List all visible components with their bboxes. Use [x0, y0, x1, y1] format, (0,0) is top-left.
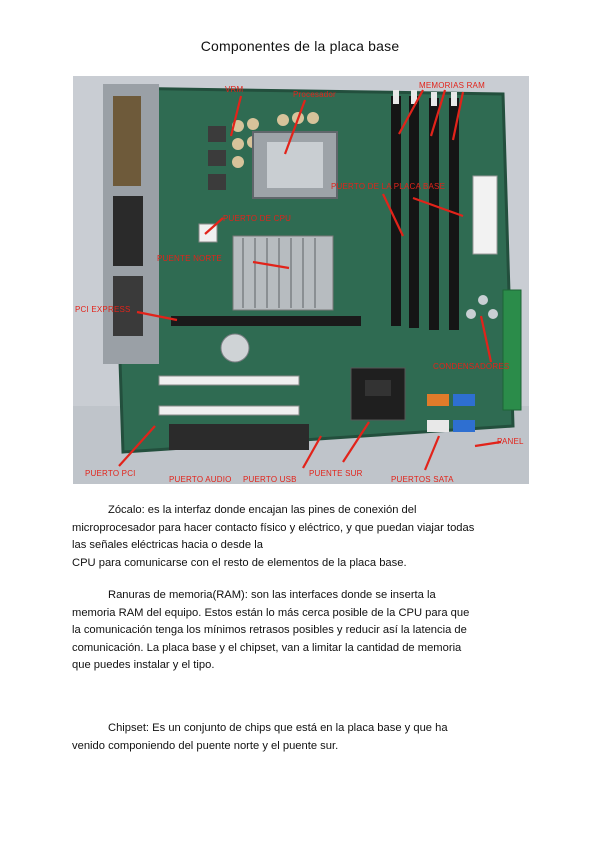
label-puertos-sata: PUERTOS SATA: [391, 475, 454, 484]
paragraph-line: Ranuras de memoria(RAM): son las interfaces donde se inserta la: [108, 589, 436, 601]
paragraph-line: la comunicación tenga los mínimos retrasos posibles y reducir así la latencia de: [72, 624, 467, 636]
pci-bracket: [169, 424, 309, 450]
paragraph-ram: [72, 587, 532, 675]
paragraph-line: memoria RAM del equipo. Estos están lo más cerca posible de la CPU para que: [72, 606, 470, 619]
paragraph-line: comunicación. La placa base y el chipset, van a limitar la cantidad de memoria: [72, 641, 462, 654]
paragraph-line: microprocesador para hacer contacto físico y eléctrico, y que puedan viajar todas: [72, 521, 475, 534]
label-panel: PANEL: [497, 437, 524, 446]
cmos-battery: [221, 334, 249, 362]
paragraph-line: las señales eléctricas hacia o desde la: [72, 539, 263, 551]
pci-slot-2: [159, 406, 299, 415]
label-condensadores: CONDENSADORES: [433, 362, 510, 371]
paragraph-chipset: [72, 720, 532, 755]
paragraph-line: Zócalo: es la interfaz donde encajan las pines de conexión del: [108, 504, 417, 516]
label-puerto-usb: PUERTO USB: [243, 475, 297, 484]
label-puerto-audio: PUERTO AUDIO: [169, 475, 232, 484]
label-puente-norte: PUENTE NORTE: [157, 254, 222, 263]
green-bracket: [503, 290, 521, 410]
paragraph-line: Chipset: Es un conjunto de chips que está en la placa base y que ha: [108, 722, 448, 734]
paragraph-zocalo: [72, 502, 532, 572]
label-puerto-placa-base: PUERTO DE LA PLACA BASE: [331, 182, 446, 191]
northbridge-heatsink: [233, 236, 333, 310]
label-memorias-ram: MEMORIAS RAM: [419, 81, 485, 90]
motherboard-photo: [73, 76, 529, 484]
paragraph-line: CPU para comunicarse con el resto de elementos de la placa base.: [72, 556, 407, 569]
label-puerto-cpu: PUERTO DE CPU: [223, 214, 292, 223]
label-puerto-pci: PUERTO PCI: [85, 469, 136, 478]
label-pci-express: PCI EXPRESS: [75, 305, 131, 314]
page-title: Componentes de la placa base: [200, 38, 400, 54]
paragraph-line: venido componiendo del puente norte y el puente sur.: [72, 739, 339, 752]
label-puente-sur: PUENTE SUR: [309, 469, 363, 478]
pci-slot-1: [159, 376, 299, 385]
pcie-slot: [171, 316, 361, 326]
label-vrm: VRM: [225, 85, 244, 94]
atx-power-connector: [473, 176, 497, 254]
paragraph-line: que puedes instalar y el tipo.: [72, 659, 215, 671]
label-procesador: Procesador: [293, 90, 336, 99]
